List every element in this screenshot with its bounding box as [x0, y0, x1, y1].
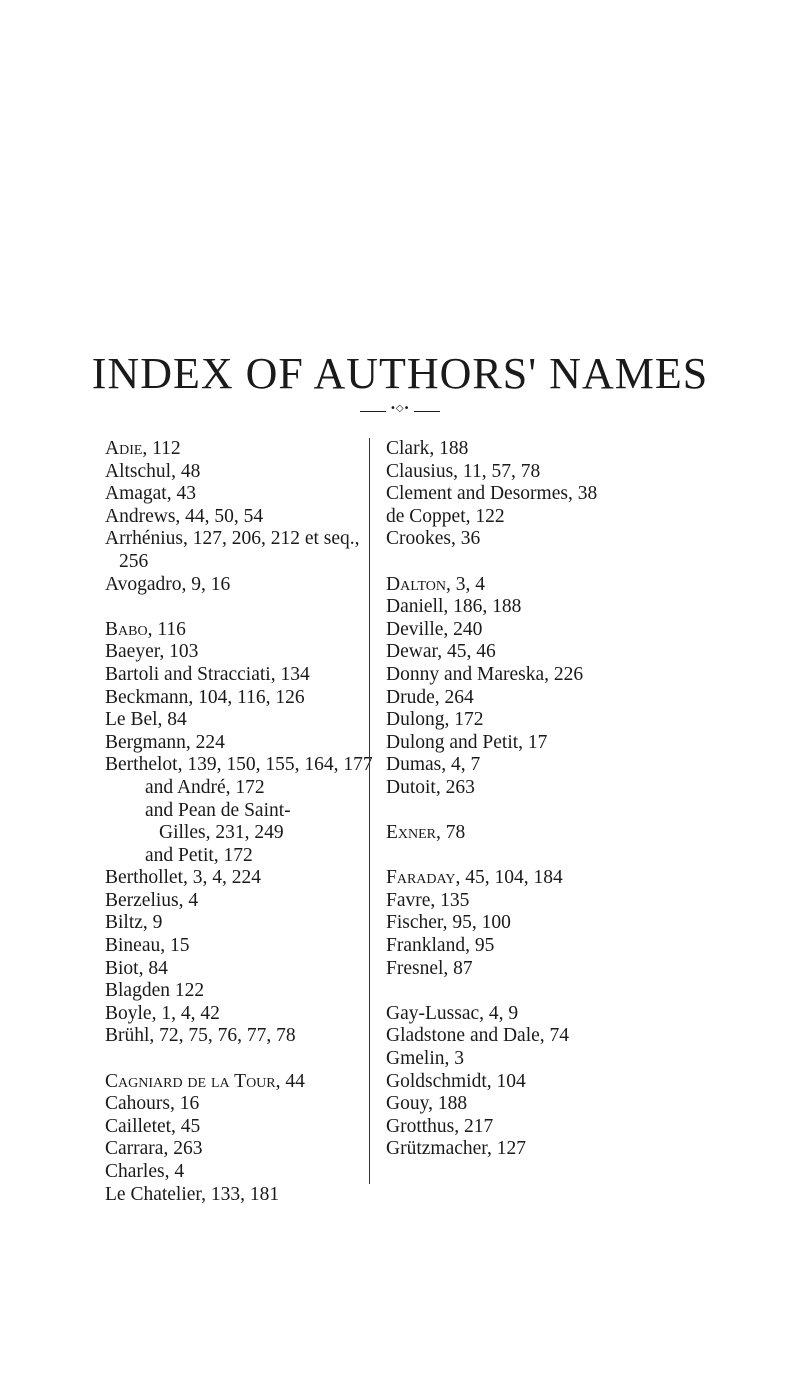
index-entry: Biltz, 9 — [105, 912, 163, 934]
index-entry: Baeyer, 103 — [105, 641, 199, 663]
index-entry: Faraday, 45, 104, 184 — [386, 867, 563, 889]
index-entry: Dumas, 4, 7 — [386, 754, 481, 776]
index-entry: Adie, 112 — [105, 438, 181, 459]
index-entry: Altschul, 48 — [105, 460, 201, 482]
index-column-right — [369, 438, 686, 1184]
index-entry: Grützmacher, 127 — [386, 1138, 526, 1160]
index-entry: Drude, 264 — [386, 686, 474, 708]
index-entry: Frankland, 95 — [386, 935, 495, 957]
index-group — [386, 867, 686, 980]
index-entry: Blagden 122 — [105, 980, 205, 1002]
index-entry: Clement and Desormes, 38 — [386, 483, 598, 505]
index-entry: Le Chatelier, 133, 181 — [105, 1183, 280, 1205]
index-entry: Grotthus, 217 — [386, 1115, 494, 1137]
index-entry: Berthollet, 3, 4, 224 — [105, 867, 261, 889]
index-entry: Berthelot, 139, 150, 155, 164, 177 — [105, 754, 373, 776]
index-entry: Dulong, 172 — [386, 709, 484, 731]
index-entry: Amagat, 43 — [105, 483, 196, 505]
ornament-line-left — [360, 411, 386, 412]
index-group — [386, 438, 686, 551]
index-group — [386, 822, 686, 845]
index-entry: Biot, 84 — [105, 957, 168, 979]
index-group — [386, 574, 686, 800]
index-entry: Bineau, 15 — [105, 935, 190, 957]
index-entry: Avogadro, 9, 16 — [105, 573, 231, 595]
index-entry: Gouy, 188 — [386, 1093, 468, 1115]
index-group — [105, 1071, 370, 1207]
index-entry: and Pean de Saint- — [145, 799, 291, 821]
index-entry: Berzelius, 4 — [105, 889, 199, 911]
index-entry: Clausius, 11, 57, 78 — [386, 460, 541, 482]
index-group — [386, 1003, 686, 1161]
index-entry: Arrhénius, 127, 206, 212 et seq., — [105, 528, 360, 550]
index-entry: Fischer, 95, 100 — [386, 912, 511, 934]
index-entry: Andrews, 44, 50, 54 — [105, 505, 264, 527]
index-entry: Dewar, 45, 46 — [386, 641, 496, 663]
title-ornament — [0, 403, 800, 418]
page-title: INDEX OF AUTHORS' NAMES — [91, 349, 709, 398]
index-group — [105, 618, 373, 1048]
index-entry: Dulong and Petit, 17 — [386, 731, 548, 753]
index-entry: de Coppet, 122 — [386, 505, 505, 527]
index-entry: Clark, 188 — [386, 438, 469, 459]
index-entry: and Petit, 172 — [145, 844, 253, 866]
index-entry: Gilles, 231, 249 — [159, 822, 284, 844]
index-entry: Favre, 135 — [386, 889, 470, 911]
index-entry: Exner, 78 — [386, 822, 466, 844]
index-column-left — [105, 438, 373, 1229]
index-entry: Babo, 116 — [105, 618, 186, 640]
index-entry: 256 — [119, 550, 149, 572]
index-entry: Fresnel, 87 — [386, 957, 473, 979]
index-entry: and André, 172 — [145, 776, 265, 798]
index-entry: Bartoli and Stracciati, 134 — [105, 663, 310, 685]
index-entry: Cagniard de la Tour, 44 — [105, 1070, 305, 1092]
index-entry: Le Bel, 84 — [105, 709, 187, 731]
ornament-diamond-icon: •◇• — [390, 403, 410, 414]
index-entry: Deville, 240 — [386, 618, 483, 640]
index-entry: Dutoit, 263 — [386, 776, 475, 798]
index-entry: Gmelin, 3 — [386, 1048, 464, 1070]
index-entry: Cahours, 16 — [105, 1093, 200, 1115]
ornament-line-right — [414, 411, 440, 412]
index-entry: Donny and Mareska, 226 — [386, 663, 584, 685]
index-entry: Gladstone and Dale, 74 — [386, 1025, 570, 1047]
index-entry: Goldschmidt, 104 — [386, 1070, 526, 1092]
index-entry: Charles, 4 — [105, 1161, 185, 1182]
index-entry: Bergmann, 224 — [105, 731, 225, 753]
index-entry: Beckmann, 104, 116, 126 — [105, 686, 305, 708]
index-entry: Boyle, 1, 4, 42 — [105, 1002, 220, 1024]
index-group — [105, 438, 370, 596]
index-entry: Carrara, 263 — [105, 1138, 203, 1160]
index-entry: Brühl, 72, 75, 76, 77, 78 — [105, 1025, 296, 1047]
index-entry: Crookes, 36 — [386, 528, 481, 550]
index-entry: Gay-Lussac, 4, 9 — [386, 1002, 519, 1024]
index-entry: Dalton, 3, 4 — [386, 573, 485, 595]
index-entry: Cailletet, 45 — [105, 1115, 201, 1137]
index-entry: Daniell, 186, 188 — [386, 596, 522, 618]
